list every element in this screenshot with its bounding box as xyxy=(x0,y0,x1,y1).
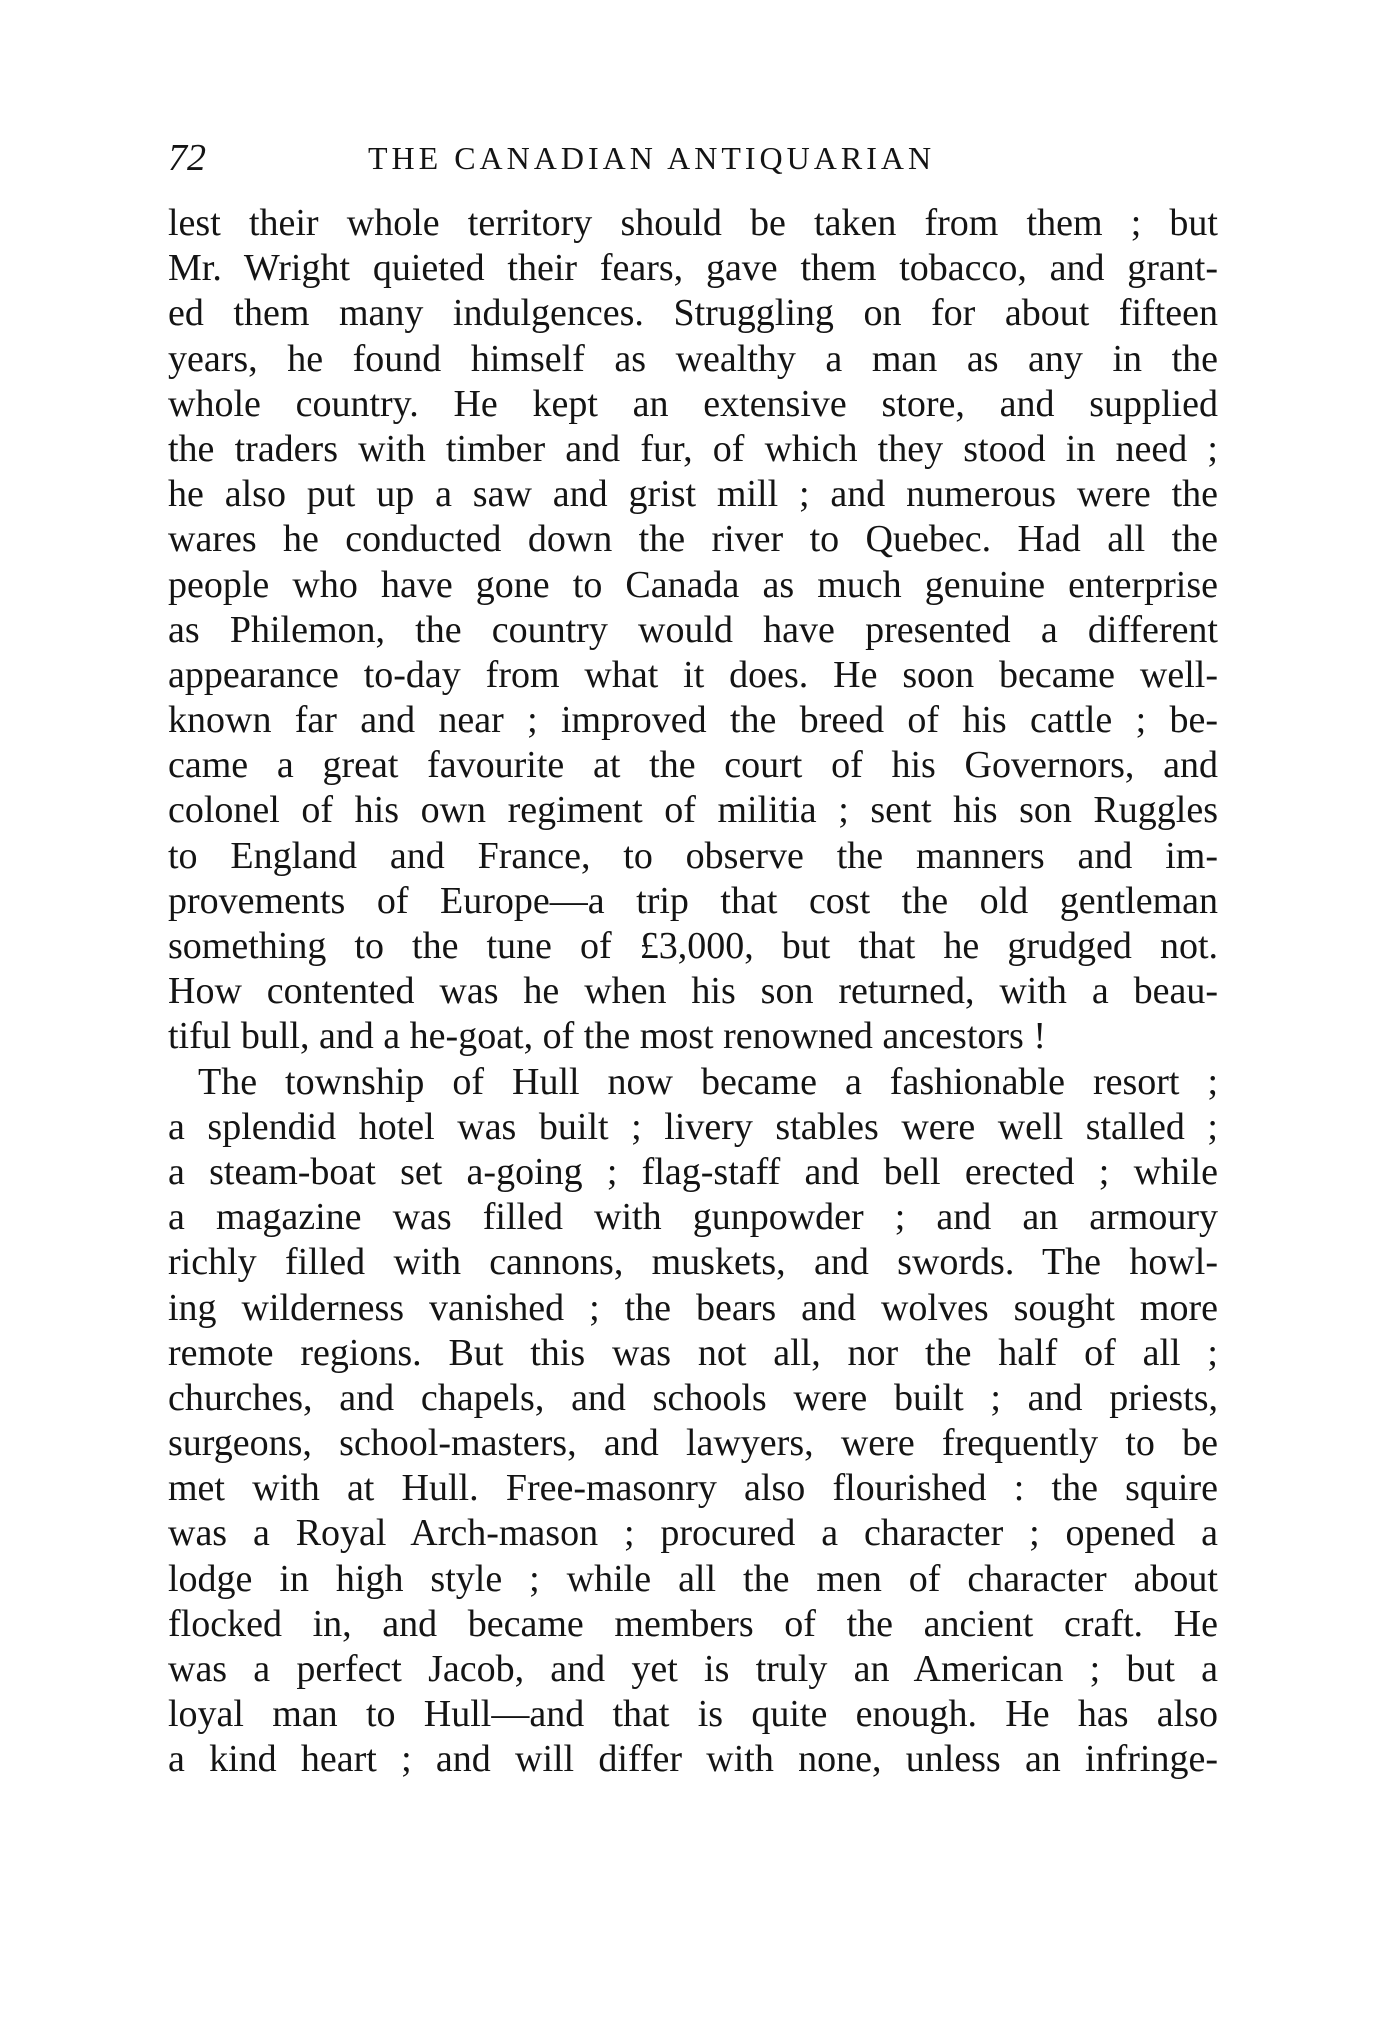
text-line: colonel of his own regiment of militia ; sent his son Ruggles xyxy=(168,789,1218,832)
journal-title: THE CANADIAN ANTIQUARIAN xyxy=(368,140,936,176)
text-line: a steam-boat set a-going ; flag-staff and bell erected ; while xyxy=(168,1150,1218,1193)
text-line: Mr. Wright quieted their fears, gave them tobacco, and grant- xyxy=(168,247,1218,290)
text-line: something to the tune of £3,000, but that he grudged not. xyxy=(168,925,1218,967)
text-line: lest their whole territory should be taken from them ; but xyxy=(168,202,1218,244)
text-line: ed them many indulgences. Struggling on for about fifteen xyxy=(168,292,1218,335)
text-line: people who have gone to Canada as much genuine enterprise xyxy=(168,563,1218,606)
text-line: tiful bull, and a he-goat, of the most renowned ancestors ! xyxy=(168,1015,1046,1058)
text-line: met with at Hull. Free-masonry also flourished : the squire xyxy=(168,1467,1218,1510)
paragraph-start-line: The township of Hull now became a fashionable resort ; xyxy=(198,1060,1218,1103)
text-line: to England and France, to observe the manners and im- xyxy=(168,834,1218,877)
text-line: he also put up a saw and grist mill ; and numerous were the xyxy=(168,473,1218,516)
running-head xyxy=(168,130,1218,186)
text-line: provements of Europe—a trip that cost the old gentleman xyxy=(168,879,1218,922)
text-line: was a Royal Arch-mason ; procured a character ; opened a xyxy=(168,1512,1218,1555)
text-line: How contented was he when his son returned, with a beau- xyxy=(168,970,1218,1013)
text-line: whole country. He kept an extensive store, and supplied xyxy=(168,382,1218,425)
text-line: a kind heart ; and will differ with none, unless an infringe- xyxy=(168,1738,1218,1781)
text-line: ing wilderness vanished ; the bears and wolves sought more xyxy=(168,1286,1218,1329)
text-line: as Philemon, the country would have presented a different xyxy=(168,608,1218,651)
text-line: a magazine was filled with gunpowder ; and an armoury xyxy=(168,1196,1218,1239)
text-line: known far and near ; improved the breed of his cattle ; be- xyxy=(168,699,1218,742)
text-line: was a perfect Jacob, and yet is truly an American ; but a xyxy=(168,1648,1218,1690)
text-line: came a great favourite at the court of his Governors, and xyxy=(168,744,1218,787)
text-line: a splendid hotel was built ; livery stables were well stalled ; xyxy=(168,1105,1218,1148)
text-line: the traders with timber and fur, of which they stood in need ; xyxy=(168,427,1218,470)
text-line: churches, and chapels, and schools were built ; and priests, xyxy=(168,1376,1218,1419)
page-number: 72 xyxy=(168,137,206,179)
body-text xyxy=(168,201,1218,1783)
text-line: lodge in high style ; while all the men of character about xyxy=(168,1557,1218,1600)
text-line: wares he conducted down the river to Quebec. Had all the xyxy=(168,518,1218,561)
text-line: loyal man to Hull—and that is quite enough. He has also xyxy=(168,1693,1218,1736)
text-line: richly filled with cannons, muskets, and swords. The howl- xyxy=(168,1241,1218,1284)
text-line: surgeons, school-masters, and lawyers, were frequently to be xyxy=(168,1422,1218,1465)
text-line: years, he found himself as wealthy a man as any in the xyxy=(168,337,1218,380)
text-line: appearance to-day from what it does. He soon became well- xyxy=(168,653,1218,696)
text-line: flocked in, and became members of the ancient craft. He xyxy=(168,1602,1218,1645)
text-line: remote regions. But this was not all, nor the half of all ; xyxy=(168,1331,1218,1374)
